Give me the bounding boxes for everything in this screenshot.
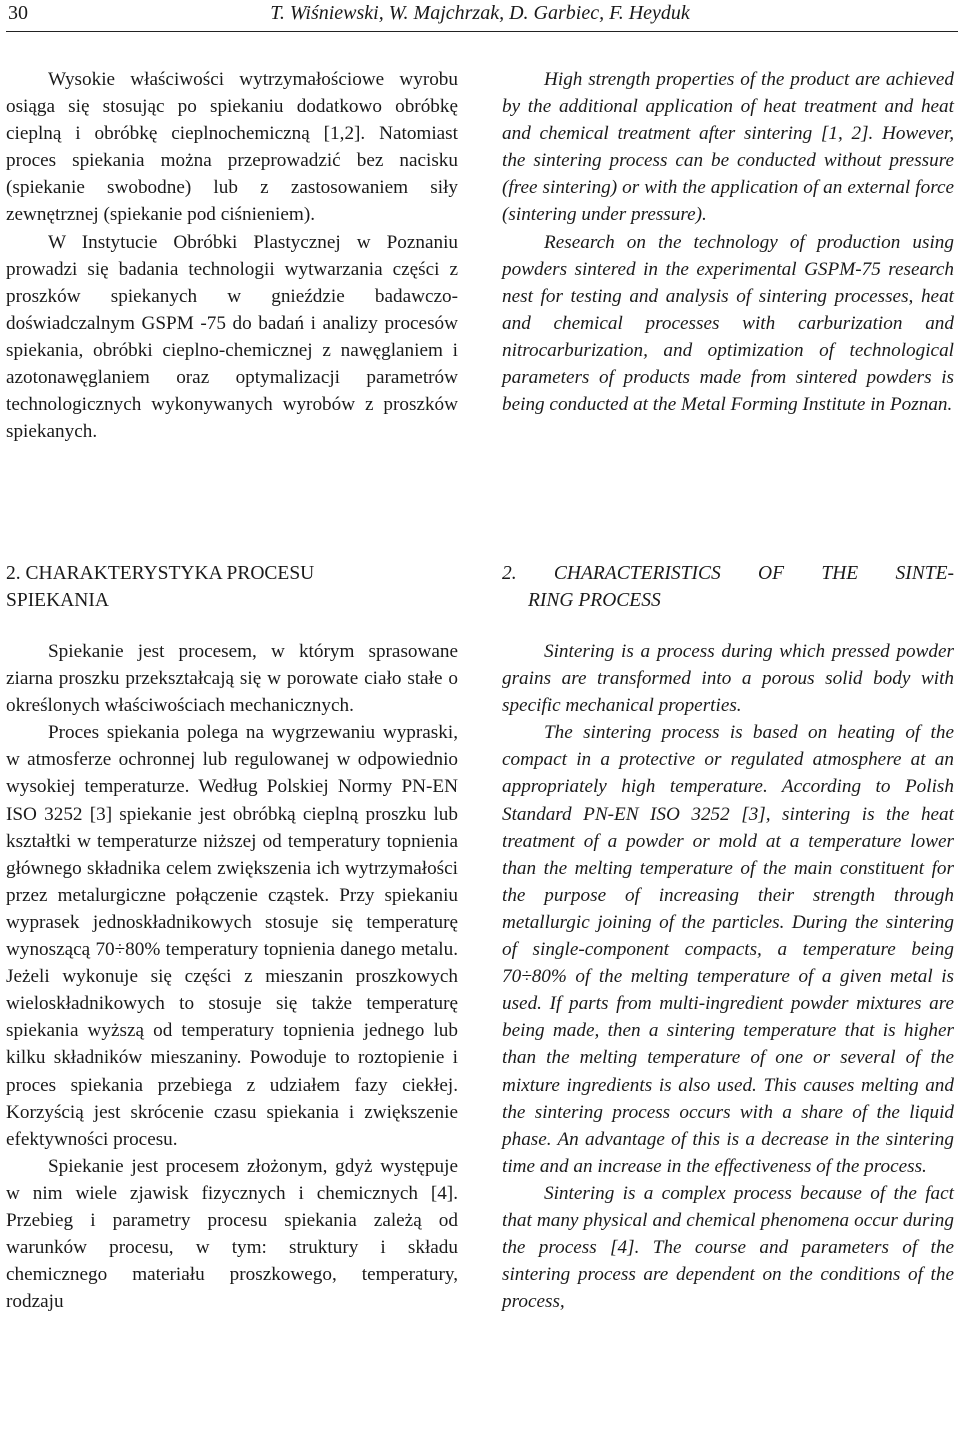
section-2-heading-en-line1: 2. CHARACTERISTICS OF THE SINTE- [502,563,954,584]
header-rule [6,31,958,32]
section-2-en-paragraph-2: The sintering process is based on heating of the compact in a protective or regulated atmosphere at an appropriately high temperature. According to Polish Standard PN-EN ISO 3252 [3], sintering is the heat treatment of a powder or mold at a temperature lower than the melting temperature of the main constituent for the purpose of increasing their strength through metallurgic joining of the particles. During the sintering of single-component compacts, a temperature being 70÷80% of the melting temperature of a given metal is used. If parts from multi-ingredient powder mixtures are being made, then a sintering temperature that is higher than the melting temperature of one or several of the mixture ingredients is also used. This causes melting and the sintering process occurs with a share of the liquid phase. An advantage of this is a decrease in the sintering time and an increase in the effectiveness of the process. [502,722,954,1177]
section-2-pl-paragraph-2: Proces spiekania polega na wygrzewaniu wypraski, w atmosferze ochronnej lub regulowanej w odpowiednio wysokiej temperaturze. Według Polskiej Normy PN-EN ISO 3252 [3] spiekanie jest obróbką cieplną proszku lub kształtki w temperaturze niższej od temperatury topnienia głównego składnika celem zwiększenia ich wytrzymałości przez metalurgiczne połączenie cząstek. Przy spiekaniu wyprasek jednoskładnikowych stosuje się temperaturę wynoszącą 70÷80% temperatury topnienia danego metalu. Jeżeli wykonuje się części z mieszanin proszkowych wieloskładnikowych to stosuje się także temperaturę spiekania wyższą od temperatury topnienia jednego lub kilku składników mieszaniny. Powoduje to roztopienie i proces spiekania przebiega z udziałem fazy ciekłej. Korzyścią jest skrócenie czasu spiekania i zwiększenie efektywności procesu. [6,722,458,1150]
page-number: 30 [8,2,28,24]
intro-polish-column [6,66,458,445]
section-2-heading-pl-line2: SPIEKANIA [6,590,109,611]
section-2-heading-en [502,560,954,614]
section-2-polish-column [6,638,458,1315]
section-2-pl-paragraph-3: Spiekanie jest procesem złożonym, gdyż występuje w nim wiele zjawisk fizycznych i chemicznych [4]. Przebieg i parametry procesu spiekania zależą od warunków procesu, w tym: struktury i składu chemicznego materiału proszkowego, temperatury, rodzaju [6,1155,458,1313]
section-2-heading-pl-line1: 2. CHARAKTERYSTYKA PROCESU [6,563,315,584]
section-2-heading-en-line2: RING PROCESS [528,590,661,611]
section-2-english-column [502,638,954,1315]
section-2-en-paragraph-3: Sintering is a complex process because of the fact that many physical and chemical phenomena occur during the process [4]. The course and parameters of the sintering process are dependent on the conditions of the process, [502,1182,954,1313]
section-2-heading-pl [6,560,458,614]
page-header [0,0,960,40]
section-2-en-paragraph-1: Sintering is a process during which pressed powder grains are transformed into a porous solid body with specific mechanical properties. [502,641,954,717]
intro-en-paragraph-1: High strength properties of the product are achieved by the additional application of heat treatment and heat and chemical treatment after sintering [1, 2]. However, the sintering process can be conducted without pressure (free sintering) or with the application of an external force (sintering under pressure). [502,69,954,226]
running-head-authors: T. Wiśniewski, W. Majchrzak, D. Garbiec, F. Heyduk [270,2,690,24]
section-2-pl-paragraph-1: Spiekanie jest procesem, w którym sprasowane ziarna proszku przekształcają się w porowate ciało stałe o określonych właściwościach mechanicznych. [6,641,458,717]
intro-pl-paragraph-1: Wysokie właściwości wytrzymałościowe wyrobu osiąga się stosując po spiekaniu dodatkowo obróbkę cieplną i obróbkę cieplnochemiczną [1,2]. Natomiast proces spiekania można przeprowadzić bez nacisku (spiekanie swobodne) lub z zastosowaniem siły zewnętrznej (spiekanie pod ciśnieniem). [6,69,458,226]
intro-en-paragraph-2: Research on the technology of production using powders sintered in the experimental GSPM-75 research nest for testing and analysis of sintering processes, heat and chemical processes with carburization and nitrocarburization, and optimization of technological parameters of products made from sintered powders is being conducted at the Metal Forming Institute in Poznan. [502,231,954,416]
intro-pl-paragraph-2: W Instytucie Obróbki Plastycznej w Poznaniu prowadzi się badania technologii wytwarzania części z proszków spiekanych w gnieździe badawczo-doświadczalnym GSPM -75 do badań i analizy procesów spiekania, obróbki cieplno-chemicznej z nawęglaniem i azotonawęglaniem oraz optymalizacji parametrów technologicznych wykonywanych wyrobów z proszków spiekanych. [6,231,458,443]
intro-english-column [502,66,954,418]
